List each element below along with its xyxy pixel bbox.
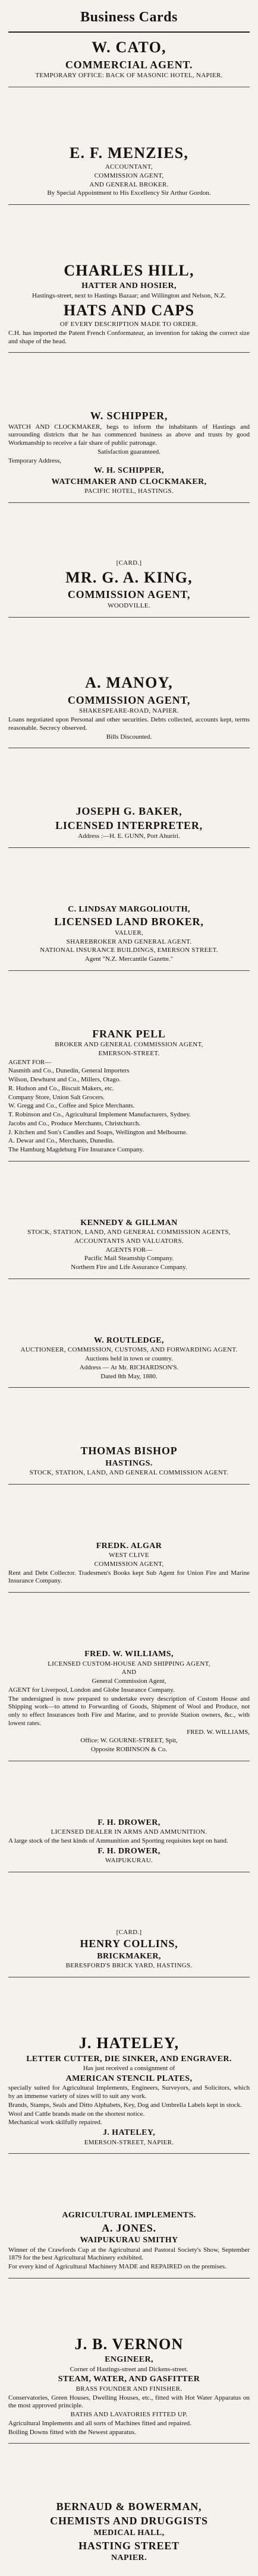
card-line: HATTER AND HOSIER, (81, 281, 177, 291)
card-line: AND (121, 1669, 137, 1676)
card-line: By Special Appointment to His Excellency Sir Arthur Gordon. (47, 189, 211, 197)
card-line: FRED. W. WILLIAMS, (187, 1728, 250, 1736)
card-line: HATS AND CAPS (63, 301, 195, 319)
card-line: ACCOUNTANTS AND VALUATORS. (74, 1237, 184, 1245)
card-line: BROKER AND GENERAL COMMISSION AGENT, (55, 1041, 203, 1049)
card-line: Conservatories, Green Houses, Dwelling Houses, etc., fitted with Hot Water Apparatus on the most approved principle. (8, 2394, 250, 2410)
card-line: A large stock of the best kinds of Ammunition and Sporting requisites kept on hand. (8, 1837, 228, 1844)
card-line: CHEMISTS AND DRUGGISTS (50, 2514, 208, 2527)
card-line: LETTER CUTTER, DIE SINKER, AND ENGRAVER. (26, 2054, 232, 2064)
card-line: EMERSON-STREET. (98, 1049, 160, 1057)
card-line: F. H. DROWER, (97, 1846, 161, 1856)
card-line: SHAREBROKER AND GENERAL AGENT. (66, 938, 192, 945)
card-line: A. JONES. (102, 2221, 156, 2234)
card-line: [CARD.] (116, 559, 142, 567)
card-line: BERESFORD'S BRICK YARD, HASTINGS. (65, 1962, 193, 1970)
card-line: Loans negotiated upon Personal and other securities. Debts collected, accounts kept, terms reasonable. Secrecy observed. (8, 716, 250, 732)
card-line: VALUER, (114, 929, 144, 936)
card-frank-pell (8, 1022, 250, 1162)
card-line: Address :—H. E. GUNN, Port Ahuriri. (78, 833, 180, 840)
card-line: T. Robinson and Co., Agricultural Implement Manufacturers, Sydney. (8, 1111, 191, 1119)
card-line: LICENSED CUSTOM-HOUSE AND SHIPPING AGENT, (48, 1660, 210, 1667)
card-manoy (8, 668, 250, 748)
card-line: Satisfaction guaranteed. (97, 448, 161, 455)
card-line: AGRICULTURAL IMPLEMENTS. (62, 2211, 196, 2220)
card-algar (8, 1536, 250, 1593)
card-line: BRICKMAKER, (97, 1951, 161, 1961)
card-line: J. B. VERNON (74, 2335, 184, 2353)
card-line: WATCHMAKER AND CLOCKMAKER, (51, 477, 207, 486)
card-line: W. Gregg and Co., Coffee and Spice Merchants. (8, 1102, 135, 1110)
card-menzies (8, 138, 250, 205)
card-line: MEDICAL HALL, (93, 2528, 165, 2538)
card-line: FRANK PELL (92, 1027, 166, 1040)
card-king (8, 554, 250, 618)
card-line: COMMISSION AGENT, (94, 172, 164, 179)
card-line: J. HATELEY, (78, 2034, 180, 2052)
card-line: Agent "N.Z. Mercantile Gazette." (84, 955, 174, 963)
card-collins (8, 1923, 250, 1978)
card-line: AMERICAN STENCIL PLATES, (65, 2074, 193, 2083)
card-line: HASTING STREET (78, 2539, 180, 2552)
card-line: Rent and Debt Collector. Tradesmen's Books kept Sub Agent for Union Fire and Marine Insurance Company. (8, 1569, 250, 1585)
card-line: COMMERCIAL AGENT. (65, 58, 193, 71)
card-line: Mechanical work skilfully repaired. (8, 2119, 102, 2126)
card-line: Dated 8th May, 1880. (100, 1372, 158, 1380)
card-line: Has just received a consignment of (83, 2065, 175, 2072)
card-line: R. Hudson and Co., Biscuit Makers, etc. (8, 1084, 114, 1092)
card-bernaud-bowerman (8, 2495, 250, 2570)
card-line: COMMISSION AGENT, (67, 588, 191, 601)
card-line: J. Kitchen and Son's Candles and Soaps, Wellington and Melbourne. (8, 1128, 188, 1136)
card-line: ACCOUNTANT, (105, 163, 153, 171)
card-baker (8, 799, 250, 848)
card-line: OF EVERY DESCRIPTION MADE TO ORDER. (59, 321, 199, 328)
card-line: WOODVILLE. (108, 602, 150, 609)
card-line: AGENTS FOR— (105, 1246, 153, 1254)
card-line: Wool and Cattle brands made on the shortest notice. (8, 2110, 145, 2118)
card-line: A. Dewar and Co., Merchants, Dunedin. (8, 1137, 114, 1145)
card-vernon (8, 2330, 250, 2444)
card-line: STOCK, STATION, LAND, AND GENERAL COMMISSION AGENT. (29, 1469, 229, 1477)
card-line: Nasmith and Co., Dunedin, General Importers (8, 1067, 130, 1075)
business-cards (8, 33, 250, 2570)
card-line: WATCH AND CLOCKMAKER, begs to inform the inhabitants of Hastings and surrounding districts that he has commenced business as above and trusts by good Workmanship to receive a fair share of public patronage. (8, 423, 250, 447)
card-line: STEAM, WATER, AND GASFITTER (58, 2375, 200, 2384)
card-line: PACIFIC HOTEL, HASTINGS. (84, 488, 174, 495)
card-routledge (8, 1330, 250, 1388)
card-cato (8, 33, 250, 87)
card-line: W. SCHIPPER, (90, 410, 168, 422)
card-line: Northern Fire and Life Assurance Company. (71, 1264, 187, 1271)
card-line: ENGINEER, (105, 2355, 153, 2365)
card-line: W. H. SCHIPPER, (94, 466, 164, 476)
card-line: Auctions held in town or country. (85, 1355, 173, 1363)
card-line: LICENSED DEALER IN ARMS AND AMMUNITION. (51, 1828, 207, 1836)
card-line: Pacific Mail Steamship Company. (84, 1255, 174, 1262)
card-line: CHARLES HILL, (64, 261, 194, 279)
card-line: Address — At Mr. RICHARDSON'S. (79, 1363, 179, 1371)
card-charles-hill (8, 256, 250, 353)
card-line: JOSEPH G. BAKER, (75, 805, 183, 818)
card-line: HENRY COLLINS, (80, 1938, 178, 1950)
card-williams (8, 1644, 250, 1761)
card-line: COMMISSION AGENT, (67, 694, 191, 706)
card-line: LICENSED INTERPRETER, (55, 819, 203, 831)
card-line: TEMPORARY OFFICE: BACK OF MASONIC HOTEL, NAPIER. (35, 72, 223, 79)
card-line: EMERSON-STREET, NAPIER. (84, 2138, 174, 2146)
card-line: Agricultural Implements and all sorts of Machines fitted and repaired. (8, 2419, 191, 2427)
card-line: BATHS AND LAVATORIES FITTED UP. (70, 2411, 188, 2419)
card-line: Office: W. GOURNE-STREET, Spit, (80, 1737, 178, 1745)
card-line: Brands, Stamps, Seals and Ditto Alphabets, Key, Dog and Umbrella Labels kept in stock. (8, 2101, 242, 2109)
card-line: BRASS FOUNDER AND FINISHER. (75, 2385, 183, 2393)
card-line: SHAKESPEARE-ROAD, NAPIER. (79, 707, 179, 715)
page-title: Business Cards (8, 4, 250, 33)
card-line: W. CATO, (92, 39, 166, 56)
card-drower (8, 1812, 250, 1872)
card-line: The Hamburg Magdeburg Fire Insurance Company. (8, 1146, 144, 1154)
card-line: Wilson, Dewhurst and Co., Millers, Otago. (8, 1076, 121, 1084)
card-line: AND GENERAL BROKER. (89, 181, 169, 188)
card-line: Temporary Address, (8, 457, 62, 464)
card-bishop (8, 1439, 250, 1485)
card-line: NAPIER. (111, 2553, 147, 2563)
card-line: WAIPUKURAU SMITHY (80, 2236, 178, 2245)
card-line: F. H. DROWER, (97, 1818, 161, 1827)
card-line: Winner of the Crawfords Cup at the Agricultural and Pastoral Society's Show, September 1879 for the best Agricultural Machinery exhibited. (8, 2246, 250, 2262)
card-line: STOCK, STATION, LAND, AND GENERAL COMMISSION AGENTS, (27, 1229, 231, 1236)
card-line: FREDK. ALGAR (96, 1541, 162, 1550)
card-hateley (8, 2028, 250, 2154)
card-line: C. LINDSAY MARGOLIOUTH, (68, 904, 190, 914)
card-line: For every kind of Agricultural Machinery MADE and REPAIRED on the premises. (8, 2263, 226, 2271)
card-line: Jacobs and Co., Produce Merchants, Christchurch. (8, 1119, 141, 1127)
card-line: COMMISSION AGENT, (94, 1560, 164, 1568)
card-line: W. ROUTLEDGE, (94, 1336, 164, 1345)
card-line: Corner of Hastings-street and Dickens-street. (70, 2365, 188, 2373)
card-line: AGENT for Liverpool, London and Globe Insurance Company. (8, 1686, 175, 1694)
card-line: The undersigned is now prepared to undertake every description of Custom House and Shipping work—to attend to Forwarding of Goods, Shipment of Wool and Produce, not only to effect Insurances both Fire and Marine, and to provide Station owners, &c., with lowest rates. (8, 1695, 250, 1727)
card-line: Hastings-street, next to Hastings Bazaar; and Willington and Nelson, N.Z. (32, 292, 226, 299)
card-line: Bills Discounted. (106, 733, 152, 740)
card-line: Company Store, Union Salt Grocers. (8, 1093, 105, 1101)
card-line: WAIPUKURAU. (105, 1857, 153, 1865)
card-line: AUCTIONEER, COMMISSION, CUSTOMS, AND FORWARDING AGENT. (20, 1346, 238, 1354)
card-line: FRED. W. WILLIAMS, (84, 1650, 174, 1659)
card-jones (8, 2205, 250, 2278)
card-line: THOMAS BISHOP (80, 1445, 178, 1457)
card-line: KENNEDY & GILLMAN (80, 1218, 178, 1227)
card-line: WEST CLIVE (109, 1552, 149, 1559)
card-line: specially suited for Agricultural Implements, Engineers, Surveyors, and Solicitors, which by an immense variety of sizes will to suit any work. (8, 2084, 250, 2100)
card-margoliouth (8, 899, 250, 971)
card-line: HASTINGS. (105, 1458, 153, 1468)
card-line: J. HATELEY, (102, 2128, 156, 2137)
card-kennedy-gillman (8, 1213, 250, 1279)
card-line: LICENSED LAND BROKER, (54, 916, 204, 928)
card-line: BERNAUD & BOWERMAN, (56, 2501, 202, 2513)
card-line: Boiling Downs fitted with the Newest apparatus. (8, 2428, 136, 2436)
card-line: AGENT FOR— (8, 1058, 52, 1066)
card-line: E. F. MENZIES, (69, 144, 189, 162)
card-schipper (8, 404, 250, 503)
card-line: General Commission Agent, (92, 1678, 166, 1685)
card-line: MR. G. A. KING, (65, 568, 193, 586)
card-line: Opposite ROBINSON & Co. (90, 1746, 168, 1754)
card-line: C.H. has imported the Patent French Conformateur, an invention for taking the correct size and shape of the head. (8, 329, 250, 345)
card-line: A. MANOY, (85, 674, 173, 692)
card-line: NATIONAL INSURANCE BUILDINGS, EMERSON STREET. (40, 947, 218, 954)
card-line: [CARD.] (116, 1928, 142, 1936)
